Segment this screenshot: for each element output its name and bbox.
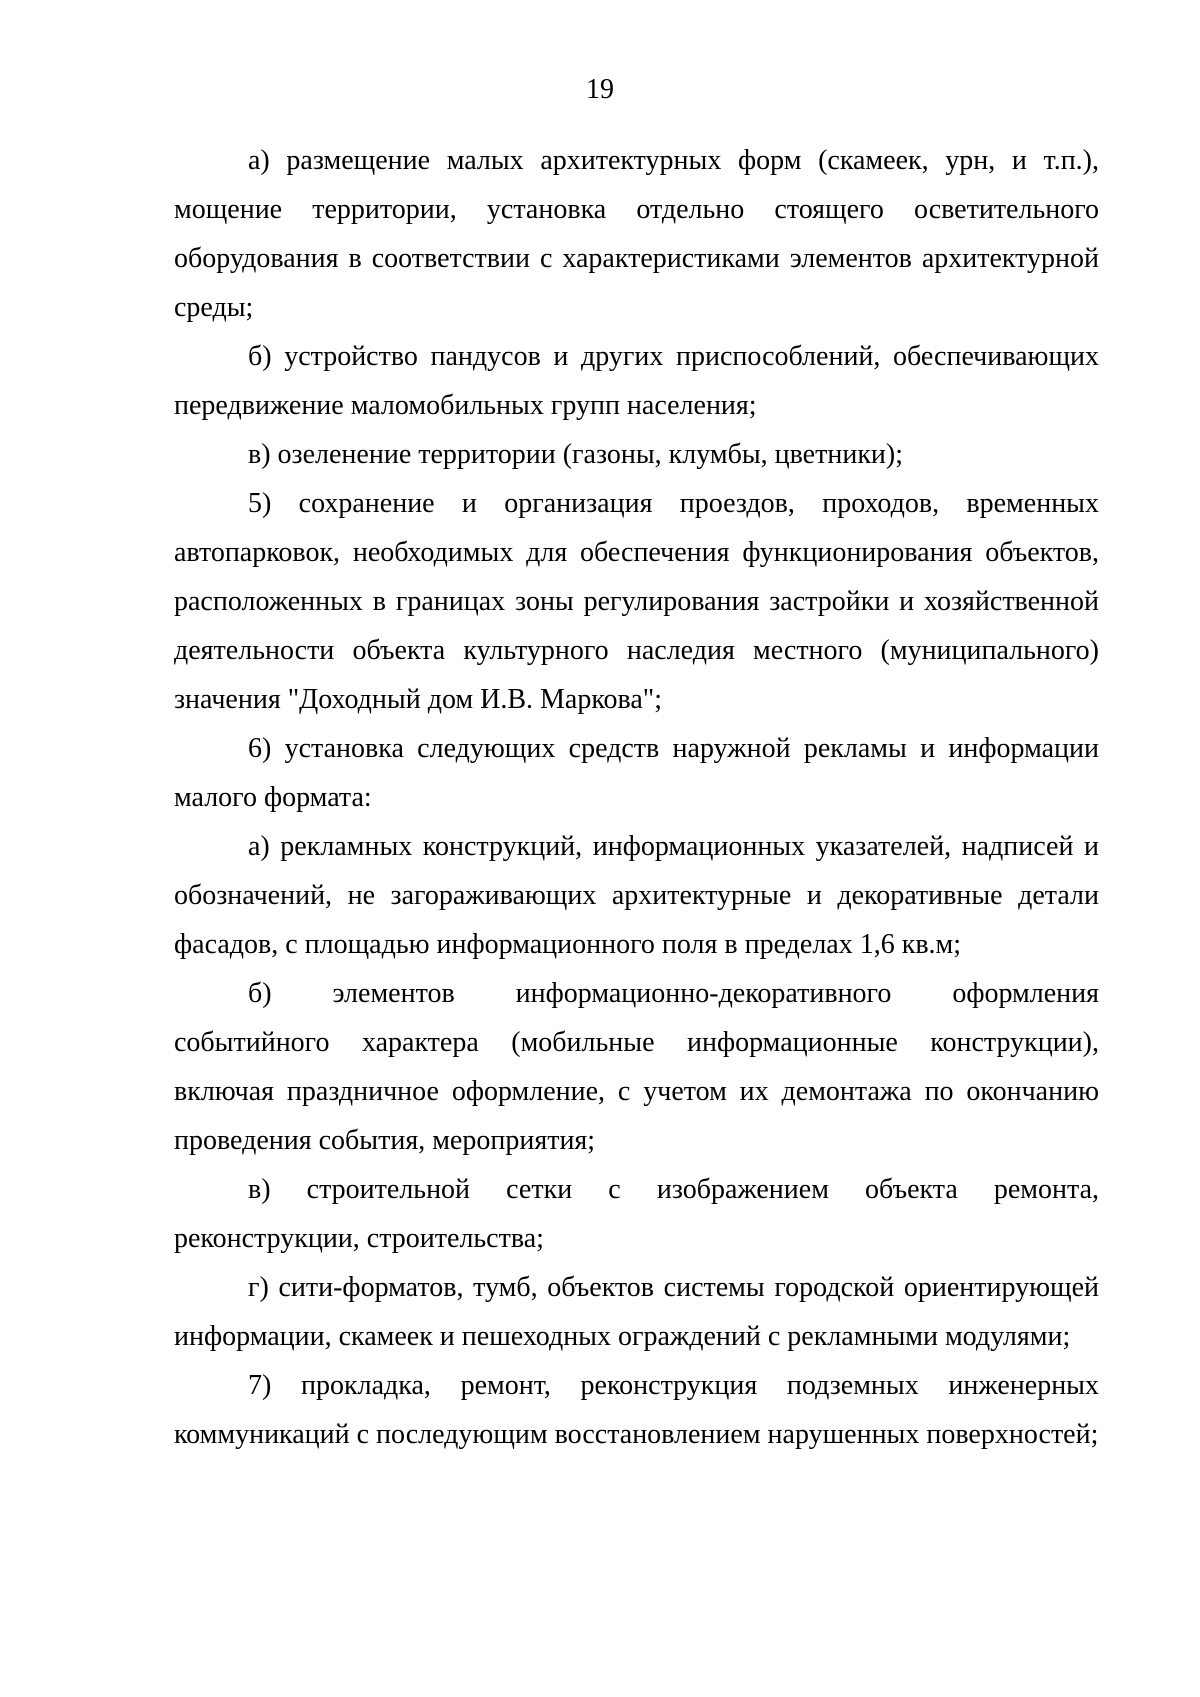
document-body [174, 136, 1099, 1459]
paragraph-v-construction-mesh: в) строительной сетки с изображением объекта ремонта, реконструкции, строительства; [174, 1174, 1099, 1254]
paragraph-6-advertising: 6) установка следующих средств наружной рекламы и информации малого формата: [174, 733, 1099, 813]
paragraph-b-ramps: б) устройство пандусов и других приспособлений, обеспечивающих передвижение маломобильных групп населения; [174, 341, 1099, 421]
paragraph-v-greening: в) озеленение территории (газоны, клумбы, цветники); [248, 439, 904, 470]
paragraph-a-ad-structures: а) рекламных конструкций, информационных указателей, надписей и обозначений, не загораживающих архитектурные и декоративные детали фасадов, с площадью информационного поля в пределах 1,6 кв.м; [174, 831, 1099, 960]
page-number: 19 [586, 74, 614, 105]
paragraph-7-utilities: 7) прокладка, ремонт, реконструкция подземных инженерных коммуникаций с последующим восстановлением нарушенных поверхностей; [174, 1370, 1099, 1450]
paragraph-a-small-forms: а) размещение малых архитектурных форм (скамеек, урн, и т.п.), мощение территории, установка отдельно стоящего осветительного оборудования в соответствии с характеристиками элементов архитектурной среды; [174, 145, 1099, 323]
paragraph-5-driveways: 5) сохранение и организация проездов, проходов, временных автопарковок, необходимых для обеспечения функционирования объектов, расположенных в границах зоны регулирования застройки и хозяйственной деятельности объекта культурного наследия местного (муниципального) значения "Доходный дом И.В. Маркова"; [174, 488, 1099, 715]
paragraph-g-city-formats: г) сити-форматов, тумб, объектов системы городской ориентирующей информации, скамеек и пешеходных ограждений с рекламными модулями; [174, 1272, 1099, 1352]
paragraph-b-decor-elements: б) элементов информационно-декоративного оформления событийного характера (мобильные информационные конструкции), включая праздничное оформление, с учетом их демонтажа по окончанию проведения события, мероприятия; [174, 978, 1099, 1156]
